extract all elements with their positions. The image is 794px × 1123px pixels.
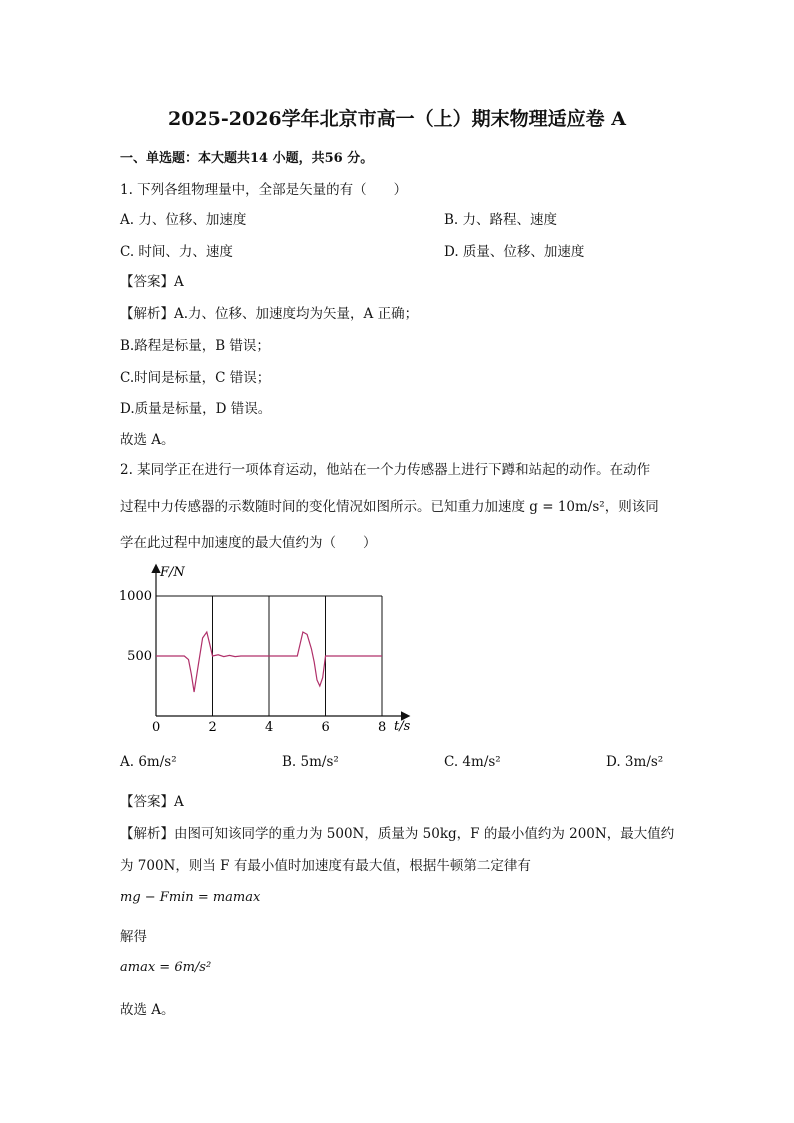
- q2-stem-line: 过程中力传感器的示数随时间的变化情况如图所示。已知重力加速度 g = 10m/s²，则该同: [120, 499, 659, 515]
- q2-stem-line: 2. 某同学正在进行一项体育运动，他站在一个力传感器上进行下蹲和站起的动作。在动作: [120, 462, 651, 478]
- q2-analysis-line: 【解析】由图可知该同学的重力为 500N，质量为 50kg，F 的最小值约为 200N，最大值约: [120, 826, 675, 842]
- y-tick-label: 1000: [118, 589, 152, 604]
- q2-analysis-line: 为 700N，则当 F 有最小值时加速度有最大值，根据牛顿第二定律有: [120, 858, 531, 874]
- y-axis-label: F/N: [160, 565, 185, 580]
- x-tick-label: 6: [321, 720, 330, 735]
- x-axis-label: t/s: [394, 719, 411, 734]
- q1-option-d: D. 质量、位移、加速度: [444, 244, 585, 260]
- y-tick-label: 500: [127, 649, 152, 664]
- equation-result: amax = 6m/s²: [120, 960, 212, 975]
- q1-analysis-line: C.时间是标量，C 错误；: [120, 370, 271, 386]
- q1-analysis-line: 【解析】A.力、位移、加速度均为矢量，A 正确；: [120, 306, 419, 322]
- page-title: 2025-2026学年北京市高一（上）期末物理适应卷 A: [167, 108, 626, 130]
- q1-analysis-line: B.路程是标量，B 错误；: [120, 338, 270, 354]
- q1-analysis-line: 故选 A。: [120, 432, 175, 448]
- x-tick-label: 8: [378, 720, 387, 735]
- q2-option-d: D. 3m/s²: [606, 754, 664, 770]
- q1-option-c: C. 时间、力、速度: [120, 244, 233, 260]
- q2-stem-line: 学在此过程中加速度的最大值约为（ ）: [120, 535, 377, 551]
- x-tick-label: 4: [265, 720, 274, 735]
- section-heading: 一、单选题：本大题共14 小题，共56 分。: [120, 151, 374, 166]
- solve-label: 解得: [120, 929, 147, 945]
- q2-answer: 【答案】A: [120, 794, 184, 810]
- q2-conclusion: 故选 A。: [120, 1002, 175, 1018]
- x-tick-label: 0: [152, 720, 161, 735]
- q1-option-b: B. 力、路程、速度: [444, 212, 558, 228]
- q1-answer: 【答案】A: [120, 274, 184, 290]
- force-time-graph: [112, 560, 432, 740]
- equation-newton: mg − Fmin = mamax: [120, 890, 261, 905]
- q1-analysis-line: D.质量是标量，D 错误。: [120, 401, 272, 417]
- q1-option-a: A. 力、位移、加速度: [120, 212, 247, 228]
- x-tick-label: 2: [208, 720, 217, 735]
- q2-option-b: B. 5m/s²: [282, 754, 339, 770]
- q2-option-c: C. 4m/s²: [444, 754, 501, 770]
- q1-stem: 1. 下列各组物理量中，全部是矢量的有（ ）: [120, 182, 408, 198]
- q2-option-a: A. 6m/s²: [120, 754, 177, 770]
